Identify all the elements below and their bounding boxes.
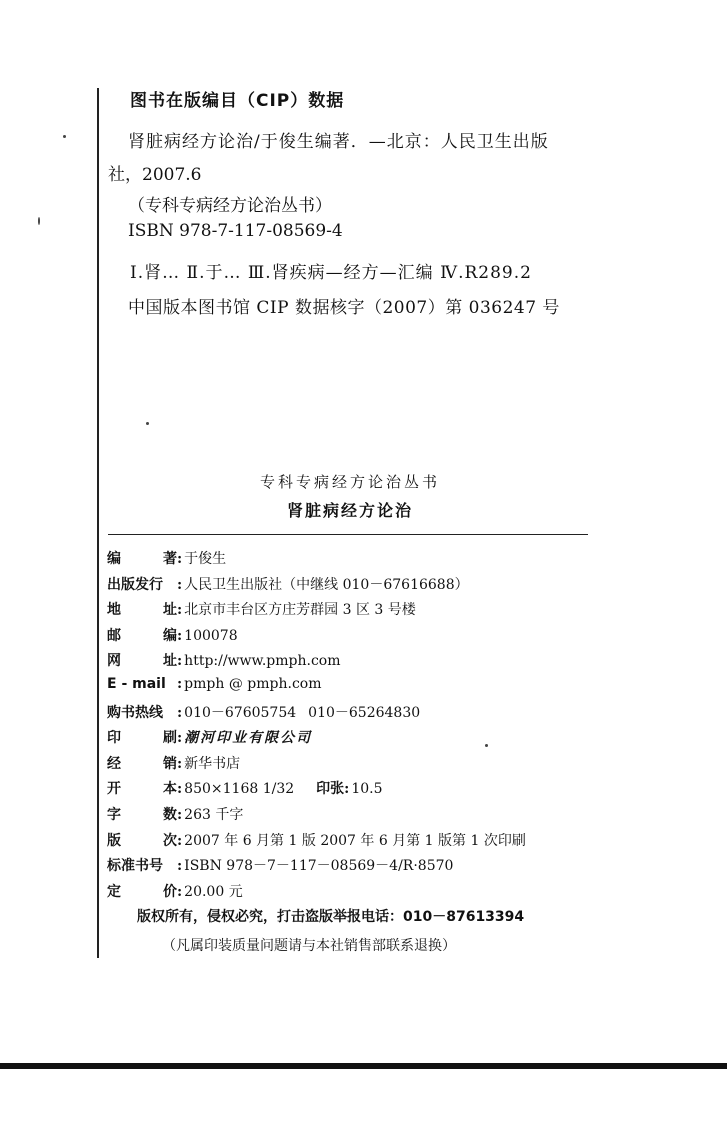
address-label (107, 599, 177, 619)
label-char: 经 (107, 755, 121, 772)
cip-line-classification: Ⅰ.肾… Ⅱ.于… Ⅲ.肾疾病—经方—汇编 Ⅳ.R289.2 (130, 263, 532, 283)
price-value: 20.00 元 (184, 883, 243, 900)
book-title: 肾脏病经方论治 (286, 501, 413, 520)
postcode-value: 100078 (184, 627, 238, 644)
colon: : (177, 602, 183, 619)
label-char: 编 (163, 627, 177, 644)
label-char: 开 (107, 781, 121, 798)
isbn-value: ISBN 978－7－117－08569－4/R·8570 (184, 858, 454, 875)
label-char: 次 (163, 832, 177, 849)
format-label (107, 778, 177, 798)
printing-label (107, 727, 177, 747)
address-value: 北京市丰台区方庄芳群园 3 区 3 号楼 (184, 602, 416, 619)
author-value: 于俊生 (184, 551, 227, 567)
label-char: 地 (107, 602, 121, 619)
author-label (107, 548, 177, 568)
colon: : (344, 781, 350, 798)
label-char: 址 (163, 653, 177, 670)
label-char: 邮 (107, 627, 121, 644)
bottom-rule (0, 1063, 727, 1069)
sheets-value: 10.5 (351, 781, 383, 798)
label-char: 价 (163, 883, 177, 900)
colophon-row-format (107, 778, 627, 804)
colon: : (177, 883, 183, 900)
wordcount-label (107, 804, 177, 824)
label-char: 编 (107, 551, 121, 567)
colophon-row-wordcount (107, 804, 627, 830)
title-divider (108, 534, 588, 535)
label-char: 址 (163, 602, 177, 619)
colon: : (177, 730, 183, 747)
edition-value: 2007 年 6 月第 1 版 2007 年 6 月第 1 版第 1 次印刷 (184, 832, 526, 849)
colon: : (177, 627, 183, 644)
label-char: 印 (107, 730, 121, 747)
label-char: 网 (107, 653, 121, 670)
colophon (107, 548, 627, 906)
colophon-row-hotline (107, 702, 627, 728)
colon: : (177, 704, 183, 721)
isbn-label: 标准书号 (107, 858, 163, 875)
colophon-row-isbn (107, 855, 627, 881)
colon: : (177, 781, 183, 798)
colophon-row-address (107, 599, 627, 625)
label-char: 销 (163, 755, 177, 772)
label-char: 字 (107, 806, 121, 823)
colon: : (177, 806, 183, 823)
label-char: 版 (107, 832, 121, 849)
label-char: 刷 (163, 730, 177, 747)
colon: : (177, 832, 183, 849)
edition-label (107, 830, 177, 850)
hotline-value-2: 010－65264830 (308, 704, 421, 721)
cip-line-series: （专科专病经方论治丛书） (128, 196, 332, 216)
sheets-label: 印张 (316, 781, 345, 798)
scan-speck (38, 217, 40, 225)
colophon-row-website (107, 650, 627, 676)
colon: : (177, 755, 183, 772)
distributor-label (107, 753, 177, 773)
cip-line-isbn: ISBN 978-7-117-08569-4 (128, 221, 343, 241)
email-value: pmph @ pmph.com (184, 675, 322, 692)
label-char: 定 (107, 883, 121, 900)
series-title: 专科专病经方论治丛书 (259, 473, 440, 491)
colon: : (177, 576, 183, 593)
hotline-value-1: 010－67605754 (184, 704, 297, 721)
publisher-value: 人民卫生出版社（中继线 010－67616688） (184, 576, 469, 593)
binding-rule (97, 88, 99, 958)
colon: : (177, 653, 183, 670)
colophon-row-edition (107, 830, 627, 856)
label-char: 本 (163, 781, 177, 798)
colophon-row-author (107, 548, 627, 574)
postcode-label (107, 625, 177, 645)
scan-speck (146, 422, 149, 425)
price-label (107, 881, 177, 901)
colophon-row-postcode (107, 625, 627, 651)
cip-line-title: 肾脏病经方论治/于俊生编著．—北京：人民卫生出版 (128, 132, 549, 152)
colon: : (177, 551, 183, 567)
returns-notice: （凡属印装质量问题请与本社销售部联系退换） (162, 938, 456, 954)
colophon-row-publisher (107, 574, 627, 600)
website-label (107, 650, 177, 670)
wordcount-value: 263 千字 (184, 806, 244, 823)
format-value: 850×1168 1/32 (184, 781, 295, 798)
email-label: E - mail (107, 675, 166, 692)
scan-speck (63, 135, 66, 138)
cip-heading: 图书在版编目（CIP）数据 (130, 91, 345, 111)
distributor-value: 新华书店 (184, 755, 241, 772)
colophon-row-distributor (107, 753, 627, 779)
colon: : (177, 858, 183, 875)
copyright-notice: 版权所有，侵权必究，打击盗版举报电话：010－87613394 (137, 909, 525, 925)
printing-value: 潮河印业有限公司 (184, 730, 313, 747)
cip-line-record: 中国版本图书馆 CIP 数据核字（2007）第 036247 号 (128, 298, 560, 318)
label-char: 数 (163, 806, 177, 823)
cip-line-publisher: 社，2007.6 (108, 165, 202, 185)
publisher-label: 出版发行 (107, 576, 163, 593)
hotline-label: 购书热线 (107, 704, 163, 721)
colophon-row-price (107, 881, 627, 907)
website-value: http://www.pmph.com (184, 653, 341, 670)
label-char: 著 (163, 551, 177, 567)
colophon-row-email (107, 676, 627, 702)
colon: : (177, 675, 183, 692)
colophon-row-printing (107, 727, 627, 753)
